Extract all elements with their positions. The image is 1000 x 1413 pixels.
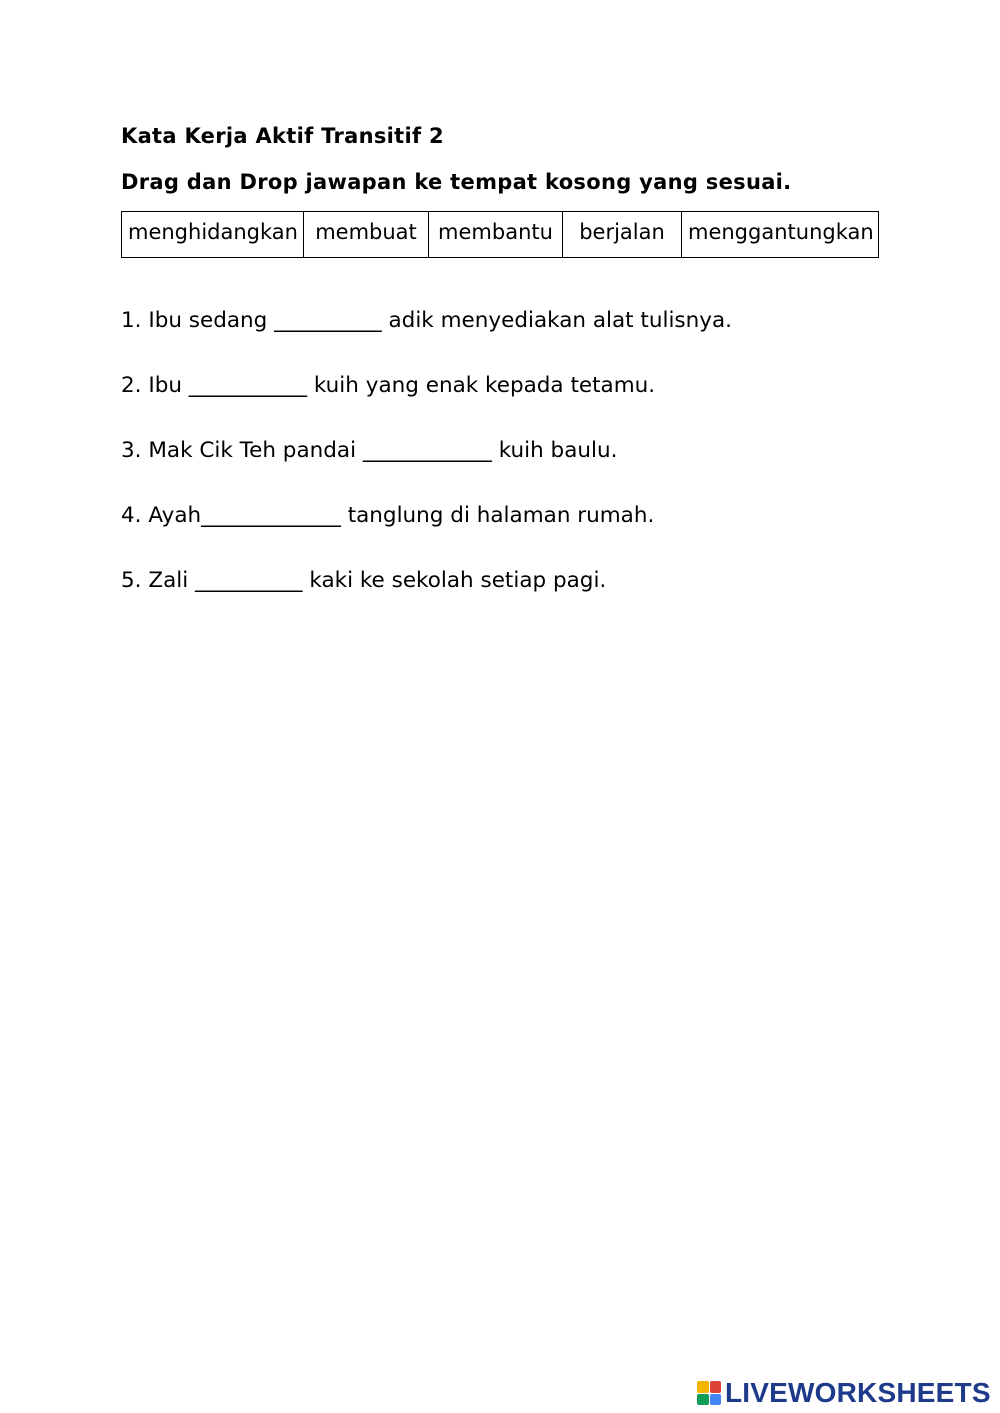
- sentence-2: 2. Ibu ___________ kuih yang enak kepada tetamu.: [121, 373, 656, 398]
- liveworksheets-logo: [697, 1377, 991, 1409]
- brand-name: LIVEWORKSHEETS: [725, 1377, 991, 1408]
- logo-square: [710, 1381, 722, 1393]
- sentence-1: 1. Ibu sedang __________ adik menyediakan alat tulisnya.: [121, 308, 732, 333]
- worksheet-title: Kata Kerja Aktif Transitif 2: [121, 124, 444, 148]
- sentence-4: 4. Ayah_____________ tanglung di halaman rumah.: [121, 503, 655, 528]
- word-option[interactable]: menghidangkan: [122, 212, 304, 258]
- word-bank-table: [121, 211, 879, 258]
- word-option[interactable]: membantu: [429, 212, 563, 258]
- word-option[interactable]: menggantungkan: [682, 212, 879, 258]
- word-option[interactable]: membuat: [304, 212, 429, 258]
- word-option[interactable]: berjalan: [563, 212, 682, 258]
- logo-square: [710, 1394, 722, 1406]
- logo-square: [697, 1381, 709, 1393]
- sentence-5: 5. Zali __________ kaki ke sekolah setiap pagi.: [121, 568, 607, 593]
- liveworksheets-logo-icon: [697, 1381, 721, 1405]
- sentence-3: 3. Mak Cik Teh pandai ____________ kuih baulu.: [121, 438, 618, 463]
- logo-square: [697, 1394, 709, 1406]
- instruction-text: Drag dan Drop jawapan ke tempat kosong yang sesuai.: [121, 170, 792, 194]
